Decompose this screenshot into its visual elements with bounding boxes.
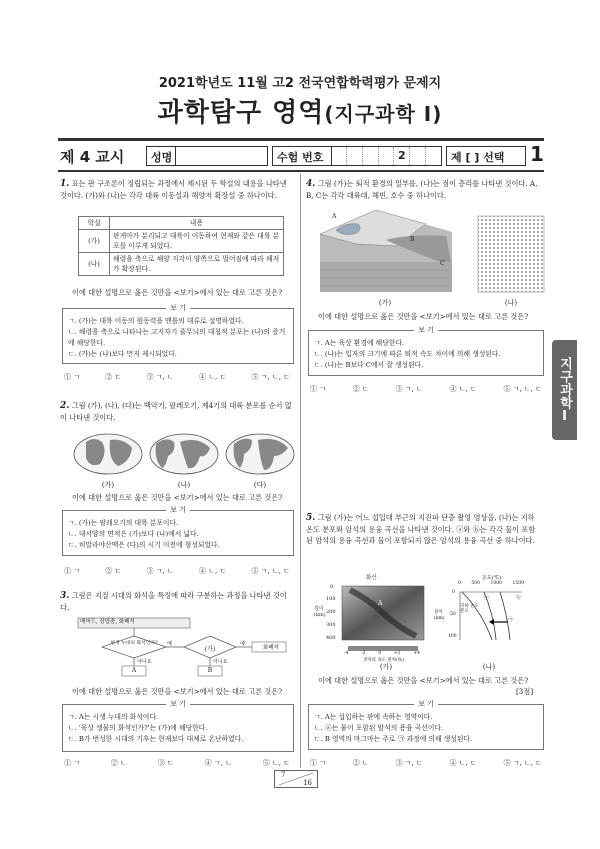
question-5 [306, 512, 542, 546]
name-box[interactable] [146, 146, 268, 166]
exam-number-digit: 2 [394, 147, 410, 165]
question-1-table [78, 216, 284, 276]
colorbar-ticks: -4 -2 0 +2 +4 [344, 651, 420, 656]
map-na [150, 434, 218, 474]
figure-caption: (가) [379, 663, 393, 671]
question-number: 5. [306, 513, 316, 523]
bogi-item: ㄷ. 히말라야산맥은 (다)의 시기 이전에 형성되었다. [68, 541, 220, 549]
choice-option[interactable]: ② ㄷ [352, 385, 369, 393]
choice-option[interactable]: ⑤ ㄱ, ㄴ, ㄷ [503, 385, 542, 393]
bogi-item: ㄴ. '육상 생물의 화석인가?'는 (가)에 해당한다. [68, 724, 208, 732]
choice-option[interactable]: ② ㄷ [105, 567, 122, 575]
choice-option[interactable]: ③ ㄷ [157, 759, 174, 767]
choice-box[interactable] [446, 146, 526, 166]
question-text: 그림 (가), (나), (다)는 백악기, 팔레오기, 제4기의 대륙 분포를 순서 없이 나타낸 것이다. [60, 401, 292, 422]
bogi-item: ㄴ. 해령을 축으로 나타나는 고지자기 줄무늬의 대칭적 분포는 (나)의 증거에 해당한다. [68, 328, 286, 347]
flow-yes-1: 예 [167, 641, 172, 647]
table-header: 내용 [110, 217, 284, 230]
flow-yes-2: 예 [240, 641, 245, 647]
geotherm-label: 지하 온도 분포 [460, 604, 479, 614]
map-da [226, 434, 294, 474]
depth-tick: 100 [326, 596, 336, 602]
melt-depth-tick: 100 [448, 634, 457, 639]
choice-option[interactable]: ⑤ ㄱ, ㄴ, ㄷ [503, 759, 542, 767]
choice-option[interactable]: ③ ㄱ, ㄴ [146, 567, 174, 575]
bogi-item: ㄱ. (가)는 대륙 이동의 원동력을 맨틀의 대류로 설명하였다. [68, 317, 244, 325]
melt-depth-label: 깊이 (km) [434, 610, 445, 621]
question-text: 그림 (가)는 퇴적 환경의 일부를, (나)는 점이 층리를 나타낸 것이다. A, B, C는 각각 대륙대, 해빈, 호수 중 하나이다. [306, 179, 538, 200]
answer-choices [310, 384, 542, 394]
choice-option[interactable]: ③ ㄱ, ㄷ [395, 759, 423, 767]
choice-option[interactable]: ④ ㄴ, ㄷ [199, 567, 227, 575]
info-row [60, 142, 544, 166]
info-rule [58, 170, 544, 172]
choice-option[interactable]: ④ ㄴ, ㄷ [199, 373, 227, 381]
question-text: 그림은 지질 시대의 화석을 특징에 따라 구분하는 과정을 나타낸 것이다. [60, 591, 287, 612]
choice-option[interactable]: ③ ㄱ, ㄴ [395, 385, 423, 393]
choice-option[interactable]: ① ㄱ [310, 759, 326, 767]
choice-label: 제 [ ] 선택 [451, 151, 505, 164]
bogi-box [62, 304, 294, 364]
question-number: 4. [306, 179, 316, 189]
answer-choices [310, 758, 542, 768]
choice-option[interactable]: ④ ㄴ, ㄷ [449, 385, 477, 393]
page-total: 16 [303, 779, 312, 787]
choice-option[interactable]: ④ ㄱ, ㄴ [204, 759, 232, 767]
bogi-item: ㄱ. (가)는 팔레오기의 대륙 분포이다. [68, 519, 179, 527]
question-4 [306, 178, 542, 201]
bogi-title: 보 기 [414, 325, 438, 336]
sedimentary-environment-figure [316, 206, 548, 298]
flow-no-1: 아니요 [137, 659, 152, 665]
choice-option[interactable]: ⑤ ㄱ, ㄴ, ㄷ [251, 567, 290, 575]
figure-caption: (나) [482, 663, 496, 671]
fig-label-b: B [410, 236, 415, 243]
map-caption: (가) [101, 481, 115, 489]
choice-option[interactable]: ① ㄱ [64, 373, 80, 381]
question-text: 그림 (가)는 어느 섭입대 부근의 지진파 단층 촬영 영상을, (나)는 지하 온도 분포와 암석의 용융 곡선을 나타낸 것이다. ⓐ와 ⓑ는 각각 물이 포함된 암석의 용융 곡선과 물이 포함되지 않은 암석의 용융 곡선 중 하나이다. [306, 513, 536, 545]
question-number: 3. [60, 591, 70, 601]
bogi-item: ㄴ. 대서양의 면적은 (가)보다 (나)에서 넓다. [68, 530, 199, 538]
answer-choices [64, 372, 290, 382]
subject-side-tab: 지구과학Ⅰ [552, 340, 577, 440]
question-number: 2. [60, 401, 70, 411]
question-2 [60, 400, 292, 423]
figure-caption: (나) [504, 299, 518, 307]
bogi-item: ㄱ. A는 시생 누대의 화석이다. [68, 713, 159, 721]
table-row: (가) 판게아가 분리되고 대륙이 이동하여 현재와 같은 대륙 분포를 이루게 되었다. [79, 230, 284, 253]
choice-option[interactable]: ① ㄱ [64, 759, 80, 767]
exam-number-box[interactable] [272, 146, 442, 166]
answer-choices [64, 566, 290, 576]
bogi-item: ㄴ. ⓐ는 물이 포함된 암석의 용융 곡선이다. [314, 724, 444, 732]
choice-option[interactable]: ① ㄱ [310, 385, 326, 393]
choice-option[interactable]: ③ ㄱ, ㄴ [146, 373, 174, 381]
volcano-label: 화산 [366, 575, 377, 581]
flow-diamond-1: 현생 누대의 화석인가? [110, 641, 158, 646]
exam-number-label: 수험 번호 [277, 151, 324, 164]
bogi-title: 보 기 [166, 303, 190, 314]
temp-axis-label: 온도(℃) [482, 575, 502, 581]
flow-no-2: 아니요 [213, 659, 228, 665]
header-rule [58, 138, 544, 141]
choice-option[interactable]: ② ㄴ [110, 759, 127, 767]
curve-b-label: ⓑ [516, 595, 522, 601]
question-number: 1. [60, 179, 70, 189]
choice-option[interactable]: ⑤ ㄱ, ㄴ, ㄷ [251, 373, 290, 381]
name-label: 성명 [151, 151, 173, 164]
question-prompt: 이에 대한 설명으로 옳은 것만을 <보기>에서 있는 대로 고른 것은? [72, 288, 283, 297]
flow-b: B [207, 667, 213, 674]
fig-label-c: C [440, 260, 445, 267]
bogi-box [62, 700, 294, 752]
depth-tick: 200 [326, 609, 336, 615]
page-number: 1 [530, 142, 544, 166]
bogi-item: ㄱ. A는 섭입하는 판에 속하는 영역이다. [314, 713, 433, 721]
choice-option[interactable]: ⑤ ㄴ, ㄷ [262, 759, 290, 767]
bogi-item: ㄱ. A는 육상 환경에 해당한다. [314, 339, 405, 347]
question-prompt: 이에 대한 설명으로 옳은 것만을 <보기>에서 있는 대로 고른 것은? [72, 687, 283, 696]
flow-right-box: 화폐석 [263, 645, 279, 651]
colorbar-label: P파의 속도 편차(%) [364, 658, 404, 663]
map-caption: (다) [253, 481, 267, 489]
continent-maps-figure [72, 432, 296, 478]
choice-option[interactable]: ② ㄷ [105, 373, 122, 381]
question-prompt: 이에 대한 설명으로 옳은 것만을 <보기>에서 있는 대로 고른 것은? [318, 676, 529, 685]
question-3 [60, 590, 292, 613]
melt-depth-tick: 0 [452, 590, 455, 595]
melt-depth-tick: 50 [450, 612, 456, 617]
score-label: [3점] [516, 687, 534, 696]
subject-title-suffix: (지구과학 Ⅰ) [324, 102, 443, 126]
bogi-title: 보 기 [166, 699, 190, 710]
process-point: ㉠ [508, 617, 514, 623]
depth-label: 깊이 (km) [314, 606, 326, 618]
answer-choices [64, 758, 290, 768]
page-indicator [274, 770, 318, 788]
tomography-figure [320, 580, 430, 658]
table-row: (나) 해령을 축으로 해양 지각이 양쪽으로 멀어짐에 따라 해저가 확장된다. [79, 253, 284, 276]
bogi-item: ㄷ. B가 번성한 시대의 기후는 현재보다 대체로 온난하였다. [68, 735, 244, 743]
flow-top-box: 매머드, 삼엽충, 화폐석 [80, 619, 135, 625]
table-header: 학설 [79, 217, 110, 230]
figure-caption: (가) [378, 299, 392, 307]
bogi-box [308, 700, 544, 750]
depth-tick: 300 [326, 622, 336, 628]
bogi-item: ㄷ. (나)는 B보다 C에서 잘 생성된다. [314, 361, 424, 369]
bogi-title: 보 기 [166, 505, 190, 516]
exam-number-cells [331, 147, 441, 165]
fig-label-a: A [332, 213, 337, 220]
column-divider [300, 174, 301, 768]
bogi-box [62, 506, 294, 556]
choice-option[interactable]: ② ㄴ [352, 759, 369, 767]
bogi-item: ㄴ. (나)는 입자의 크기에 따른 퇴적 속도 차이에 의해 생성된다. [314, 350, 501, 358]
map-ga [74, 434, 142, 474]
flow-diamond-2: (가) [204, 646, 216, 653]
subject-title-main: 과학탐구 영역 [157, 98, 325, 128]
flow-a: A [131, 667, 137, 674]
depth-tick: 0 [330, 584, 334, 590]
bogi-item: ㄷ. (가)는 (나)보다 먼저 제시되었다. [68, 350, 177, 358]
point-a-label: A [378, 600, 383, 607]
bogi-item: ㄷ. B 영역의 마그마는 주로 ㉠ 과정에 의해 생성된다. [314, 735, 473, 743]
temp-ticks: 0 500 1000 1500 [458, 581, 524, 586]
question-prompt: 이에 대한 설명으로 옳은 것만을 <보기>에서 있는 대로 고른 것은? [318, 312, 529, 321]
choice-option[interactable]: ④ ㄴ, ㄷ [449, 759, 477, 767]
exam-header-line: 2021학년도 11월 고2 전국연합학력평가 문제지 [158, 76, 442, 91]
choice-option[interactable]: ① ㄱ [64, 567, 80, 575]
bogi-title: 보 기 [414, 699, 438, 710]
question-prompt: 이에 대한 설명으로 옳은 것만을 <보기>에서 있는 대로 고른 것은? [72, 493, 283, 502]
page-current: 7 [281, 771, 286, 779]
curve-a-label: ⓐ [484, 595, 490, 601]
period-label: 제 4 교시 [60, 148, 125, 166]
question-text: 표는 판 구조론이 정립되는 과정에서 제시된 두 학설의 내용을 나타낸 것이다. (가)와 (나)는 각각 대륙 이동설과 해양저 확장설 중 하나이다. [60, 179, 287, 200]
depth-tick: 400 [326, 635, 336, 641]
map-caption: (나) [177, 481, 191, 489]
subject-title [0, 92, 600, 129]
bogi-box [308, 326, 544, 376]
question-1 [60, 178, 292, 201]
